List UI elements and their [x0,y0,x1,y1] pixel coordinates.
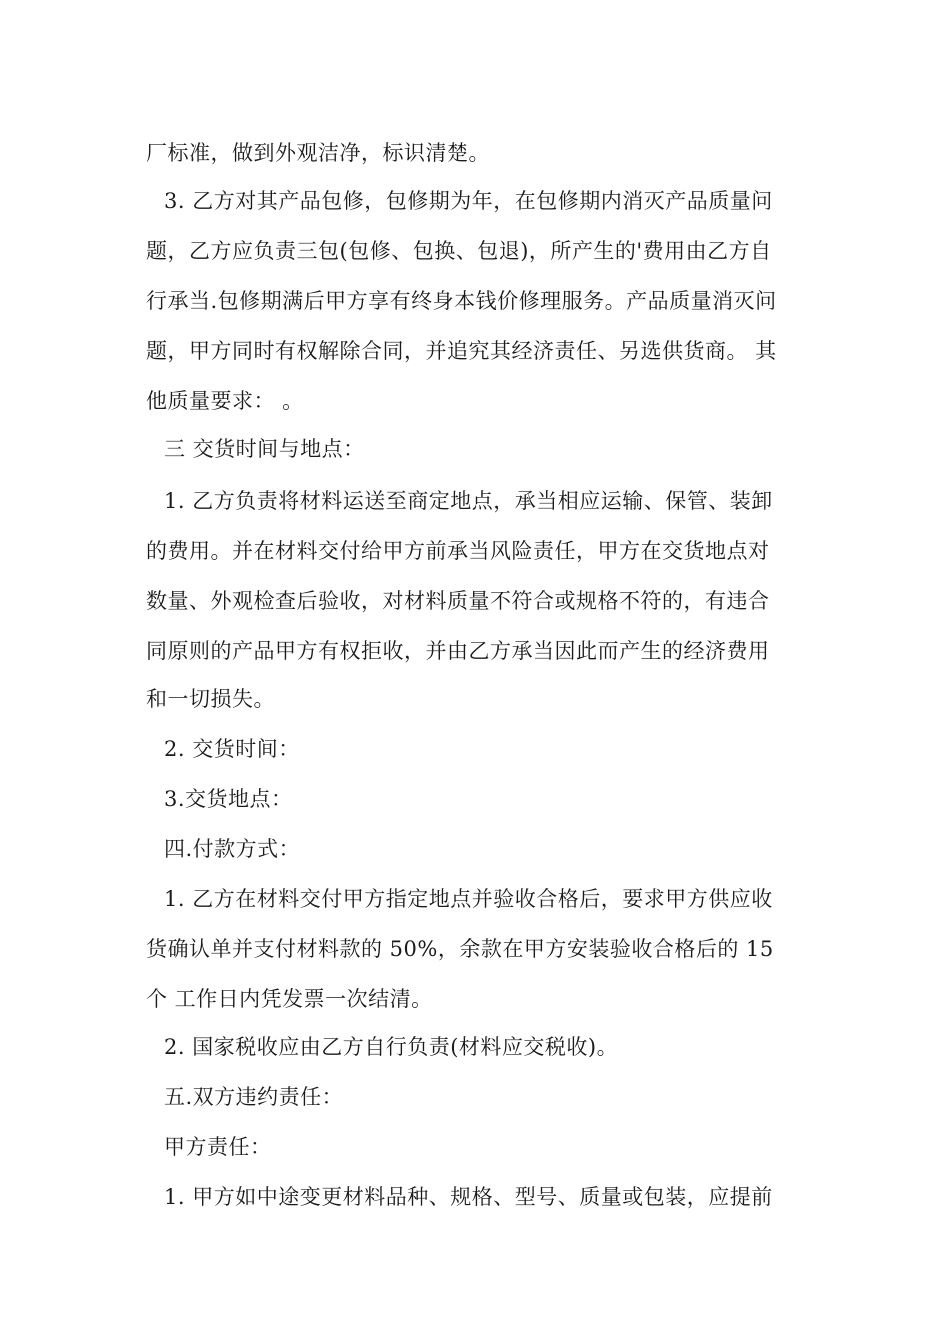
text-line: 3. 乙方对其产品包修，包修期为年，在包修期内消灭产品质量问 [164,189,773,213]
text-line: 个 工作日内凭发票一次结清。 [146,987,433,1011]
text-line: 同原则的产品甲方有权拒收，并由乙方承当因此而产生的经济费用 [146,639,770,663]
text-line: 2. 交货时间： [164,737,300,761]
section-heading: 三 交货时间与地点： [164,437,365,461]
text-line: 行承当.包修期满后甲方享有终身本钱价修理服务。产品质量消灭问 [146,289,777,313]
text-line: 2. 国家税收应由乙方自行负责(材料应交税收)。 [164,1035,619,1059]
text-line: 数量、外观检查后验收，对材料质量不符合或规格不符的，有违合 [146,589,770,613]
text-line: 1. 甲方如中途变更材料品种、规格、型号、质量或包装，应提前 [164,1185,773,1209]
text-line: 的费用。并在材料交付给甲方前承当风险责任，甲方在交货地点对 [146,539,770,563]
text-line: 题，甲方同时有权解除合同，并追究其经济责任、另选供货商。 其 [146,339,777,363]
text-line: 厂标准，做到外观洁净，标识清楚。 [146,141,490,165]
text-line: 货确认单并支付材料款的 50%，余款在甲方安装验收合格后的 15 [146,937,774,961]
subsection-heading: 甲方责任： [164,1135,272,1159]
text-line: 1. 乙方在材料交付甲方指定地点并验收合格后，要求甲方供应收 [164,887,773,911]
text-line: 和一切损失。 [146,687,275,711]
section-heading: 五.双方违约责任： [164,1085,344,1109]
section-heading: 四.付款方式： [164,837,301,861]
text-line: 题，乙方应负责三包(包修、包换、包退)，所产生的'费用由乙方自 [146,239,772,263]
text-line: 他质量要求： 。 [146,389,304,413]
text-line: 3.交货地点： [164,787,293,811]
text-line: 1. 乙方负责将材料运送至商定地点，承当相应运输、保管、装卸 [164,489,773,513]
